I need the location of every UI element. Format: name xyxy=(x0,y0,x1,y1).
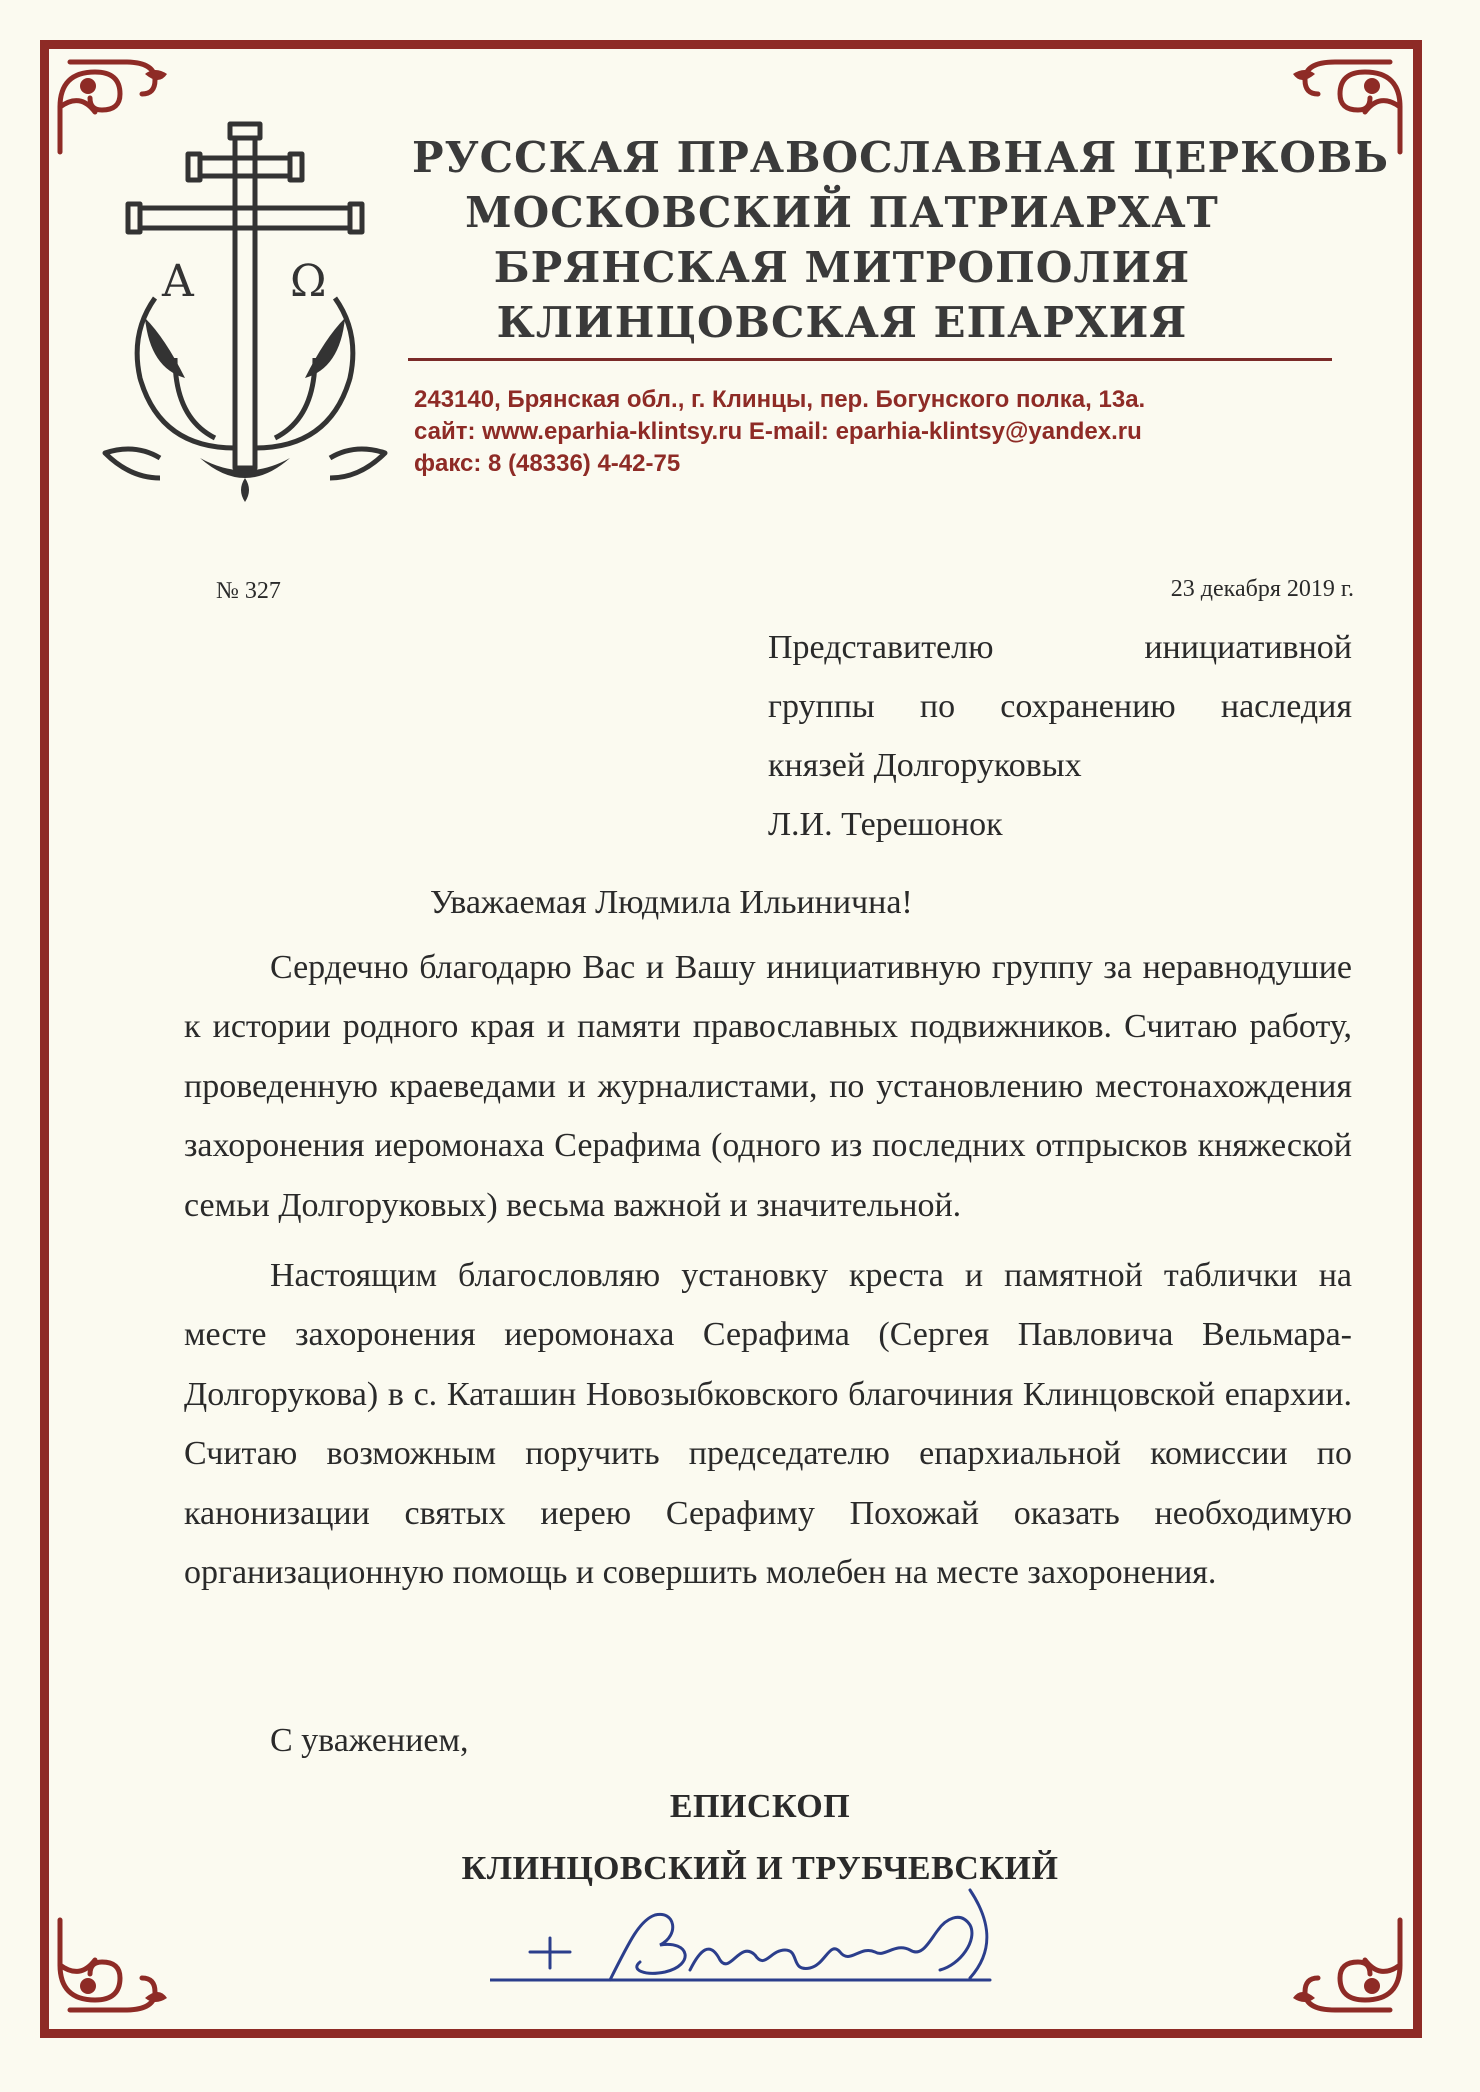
addressee-line: князей Долгоруковых xyxy=(768,747,1082,784)
letterhead-line-eparchy: КЛИНЦОВСКАЯ ЕПАРХИЯ xyxy=(496,298,1188,347)
letter-number: № 327 xyxy=(216,578,281,604)
letter-body xyxy=(184,938,1352,1602)
alpha-letter: Α xyxy=(162,256,194,307)
letterhead-contacts xyxy=(414,384,1344,480)
letterhead-line-patriarchate: МОСКОВСКИЙ ПАТРИАРХАТ xyxy=(465,188,1219,237)
header-divider xyxy=(408,358,1332,361)
signatory-rank: ЕПИСКОП xyxy=(669,1788,851,1825)
corner-ornament-icon xyxy=(50,1910,180,2020)
addressee-line: Представителю инициативной xyxy=(768,629,1352,666)
letterhead-title xyxy=(412,130,1390,350)
corner-ornament-icon xyxy=(1280,1910,1410,2020)
letterhead-line-church: РУССКАЯ ПРАВОСЛАВНАЯ ЦЕРКОВЬ xyxy=(412,133,1390,182)
addressee-name: Л.И. Терешонок xyxy=(768,806,1003,843)
letter-date: 23 декабря 2019 г. xyxy=(1170,576,1354,602)
body-paragraph: Настоящим благословляю установку креста и памятной таблички на месте захоронения иеромонаха Серафима (Сергея Павловича Вельмара-Долгорукова) в с. Каташин Новозыбковского благочиния Клинцовской епархии. Считаю возможным поручить председателю епархиальной комиссии по канонизации святых иерею Серафиму Похожай оказать необходимую организационную помощь и совершить молебен на месте захоронения. xyxy=(184,1257,1352,1592)
omega-letter: Ω xyxy=(290,256,327,307)
salutation: Уважаемая Людмила Ильинична! xyxy=(430,884,913,921)
contact-web-email: сайт: www.eparhia-klintsy.ru E-mail: eparhia-klintsy@yandex.ru xyxy=(414,418,1142,445)
closing-phrase: С уважением, xyxy=(270,1722,469,1759)
handwritten-signature xyxy=(490,1880,1030,1990)
orthodox-cross-icon xyxy=(100,118,390,508)
addressee-line: группы по сохранению наследия xyxy=(768,688,1352,725)
body-paragraph: Сердечно благодарю Вас и Вашу инициативную группу за неравнодушие к истории родного края и памяти православных подвижников. Считаю работу, проведенную краеведами и журналистами, по установлению местонахождения захоронения иеромонаха Серафима (одного из последних отпрысков княжеской семьи Долгоруковых) весьма важной и значительной. xyxy=(184,949,1352,1224)
contact-address: 243140, Брянская обл., г. Клинцы, пер. Богунского полка, 13а. xyxy=(414,386,1146,413)
addressee-block xyxy=(768,618,1352,854)
letterhead-line-metropolis: БРЯНСКАЯ МИТРОПОЛИЯ xyxy=(493,243,1191,292)
contact-fax: факс: 8 (48336) 4-42-75 xyxy=(414,450,681,477)
signatory-see: КЛИНЦОВСКИЙ И ТРУБЧЕВСКИЙ xyxy=(461,1850,1059,1887)
